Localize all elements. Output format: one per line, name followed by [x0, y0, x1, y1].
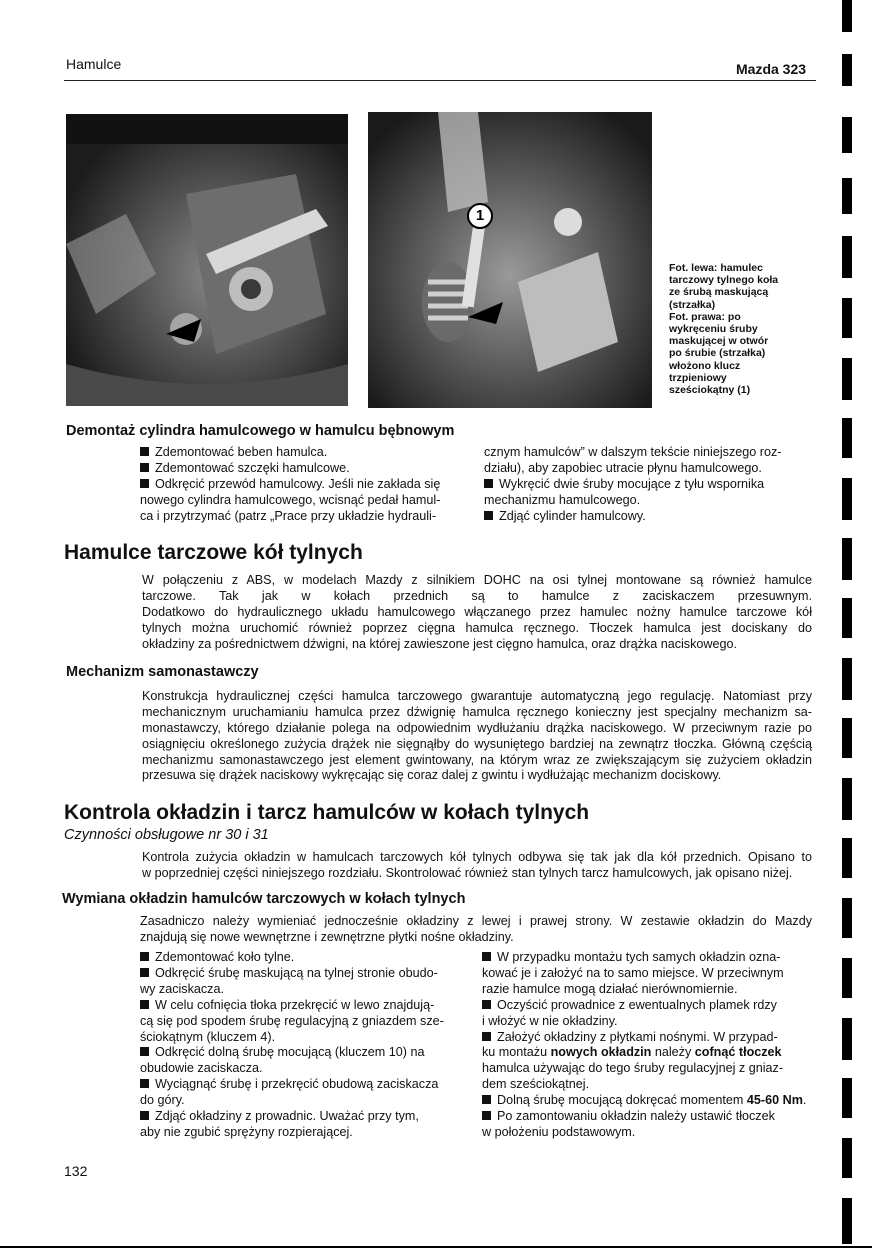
bullet-square-icon: [482, 1111, 491, 1120]
text-line: okładziny za pośrednictwem dźwigni, na której zawieszone jest cięgno hamulca, oraz drążka naciskowego.: [142, 636, 738, 651]
bullet-square-icon: [484, 511, 493, 520]
page-number: 132: [64, 1163, 88, 1179]
text-run: cą się pod spodem śrubę regulacyjną z gniazdem sze-: [140, 1013, 444, 1028]
bullet-square-icon: [140, 1047, 149, 1056]
text-line: [482, 966, 812, 982]
text-run: Oczyścić prowadnice z ewentualnych plamek rdzy: [497, 997, 777, 1012]
bullet-square-icon: [140, 463, 149, 472]
bullet-line: [484, 477, 812, 493]
text-run: Zdemontować koło tylne.: [155, 950, 295, 964]
text-line: mechanicznym uruchamianiu hamulca przez dźwignię hamulca ręcznego konieczny jest specjalny mechanizm sa-: [142, 704, 812, 719]
bullet-line: [482, 1030, 812, 1046]
bullet-square-icon: [140, 447, 149, 456]
scan-bottom-edge: [0, 1246, 872, 1248]
text-run: dem sześciokątnej.: [482, 1077, 590, 1092]
heading-pad-replacement: Wymiana okładzin hamulców tarczowych w kołach tylnych: [62, 891, 466, 907]
bullet-line: [140, 998, 470, 1014]
text-run: i włożyć w nie okładziny.: [482, 1013, 618, 1028]
text-run: aby nie zgubić sprężyny rozpierającej.: [140, 1124, 353, 1139]
text-run: Zdemontować beben hamulca.: [155, 445, 328, 459]
photo-right-hex-key-inserted: [368, 112, 652, 408]
running-header-model: Mazda 323: [736, 61, 807, 77]
text-line: [482, 1061, 812, 1077]
bullet-square-icon: [482, 1000, 491, 1009]
emphasis-text: 45-60 Nm: [746, 1093, 803, 1108]
text-line: [482, 1077, 812, 1093]
text-line: [140, 1125, 470, 1141]
text-run: kować je i założyć na to samo miejsce. W przeciwnym: [482, 965, 784, 980]
bullet-square-icon: [482, 1095, 491, 1104]
bullet-line: [140, 1109, 470, 1125]
text-run: Odkręcić śrubę maskującą na tylnej stronie obudo-: [155, 965, 438, 980]
bullet-square-icon: [140, 1079, 149, 1088]
text-line: [482, 1045, 812, 1061]
running-header-section: Hamulce: [66, 56, 122, 72]
sec3-right-column: [482, 950, 812, 1141]
text-line: maskującej w otwór: [669, 335, 769, 348]
bullet-line: [140, 1077, 470, 1093]
text-line: przesuwa się drążek naciskowy wykręcając się coraz dalej z gwintu i wydłużając mechanizm dociskowy.: [142, 768, 722, 783]
text-run: hamulca używając do tego śruby regulacyjnej z gniaz-: [482, 1061, 784, 1076]
bullet-square-icon: [140, 479, 149, 488]
heading-drum-cylinder-removal: Demontaż cylindra hamulcowego w hamulcu bębnowym: [66, 423, 455, 439]
sec3-left-column: [140, 950, 470, 1141]
text-line: Konstrukcja hydraulicznej części hamulca tarczowego gwarantuje automatyczną jego regulację. Natomiast przy: [142, 689, 812, 703]
text-run: Odkręcić przewód hamulcowy. Jeśli nie zakłada się: [155, 476, 441, 491]
text-run: Zdjąć okładziny z prowadnic. Uważać przy tym,: [155, 1109, 419, 1124]
photo-left-brake-caliper: [66, 114, 348, 406]
bullet-line: [140, 950, 470, 966]
bullet-line: [140, 966, 470, 982]
text-line: wykręceniu śruby: [669, 323, 758, 336]
text-run: do góry.: [140, 1093, 185, 1108]
text-run: Założyć okładziny z płytkami nośnymi. W przypad-: [497, 1029, 778, 1044]
bullet-square-icon: [482, 952, 491, 961]
text-line: Fot. lewa: hamulec: [669, 262, 763, 274]
heading-rear-disc-brakes: Hamulce tarczowe kół tylnych: [64, 541, 363, 564]
sec3-intro: [140, 914, 812, 946]
text-line: [482, 1014, 812, 1030]
bullet-line: [482, 950, 812, 966]
bullet-line: [482, 1093, 812, 1109]
text-line: włożono klucz: [669, 359, 741, 372]
bullet-square-icon: [482, 1032, 491, 1041]
sec1-left-column: [140, 445, 470, 525]
bullet-square-icon: [484, 479, 493, 488]
text-run: Po zamontowaniu okładzin należy ustawić tłoczek: [497, 1109, 775, 1124]
sec2-sub-paragraph: [142, 689, 812, 784]
text-run: W celu cofnięcia tłoka przekręcić w lewo znajdują-: [155, 997, 435, 1012]
figure-caption: [669, 262, 819, 396]
text-line: [140, 1093, 470, 1109]
text-run: działu), aby zapobiec utracie płynu hamulcowego.: [484, 460, 762, 475]
text-line: [482, 982, 812, 998]
emphasis-text: cofnąć tłoczek: [694, 1045, 782, 1060]
callout-marker: 1: [467, 203, 493, 229]
text-line: trzpieniowy: [669, 371, 727, 384]
text-line: Zasadniczo należy wymieniać jednocześnie okładziny z lewej i prawej strony. W zestawie okładzin do Mazdy: [140, 914, 812, 928]
text-line: tylnych można uruchomić również poprzez cięgna hamulca ręcznego. Tłoczek hamulca jest dociskany do: [142, 620, 812, 635]
text-line: ze śrubą maskującą: [669, 286, 769, 299]
text-run: wy zaciskacza.: [140, 981, 224, 996]
bullet-line: [140, 445, 470, 461]
text-run: Dolną śrubę mocującą dokręcać momentem: [497, 1093, 747, 1108]
text-run: należy: [651, 1045, 695, 1060]
text-line: znajdują się nowe wewnętrzne i zewnętrzne płytki nośne okładziny.: [140, 929, 514, 944]
bullet-line: [140, 461, 470, 477]
text-line: mechanizmu samonastawczego jest element gwintowany, na którym wraz ze zwiększającym się zużyciem okładzin: [142, 752, 812, 767]
text-line: tarczowe. Tak jak w kołach przednich są to hamulce z zaciskaczem przesuwnym.: [142, 588, 812, 603]
sec3-paragraph: [142, 850, 812, 882]
text-line: Fot. prawa: po: [669, 310, 741, 323]
text-line: [140, 1030, 470, 1046]
header-rule: [64, 80, 816, 81]
bullet-line: [484, 509, 812, 525]
maintenance-ops-reference: Czynności obsługowe nr 30 i 31: [64, 827, 269, 843]
text-line: Dodatkowo do hydraulicznego układu hamulcowego włączanego przez hamulec nożny hamulce tarczowe kół: [142, 604, 812, 619]
bullet-line: [482, 998, 812, 1014]
text-line: W połączeniu z ABS, w modelach Mazdy z silnikiem DOHC na osi tylnej montowane są również hamulce: [142, 573, 812, 587]
text-line: po śrubie (strzałka): [669, 347, 766, 360]
heading-self-adjusting-mechanism: Mechanizm samonastawczy: [66, 664, 259, 680]
text-line: [482, 1125, 812, 1141]
text-run: Wyciągnąć śrubę i przekręcić obudową zaciskacza: [155, 1077, 439, 1092]
text-run: cznym hamulców” w dalszym tekście niniejszego roz-: [484, 445, 782, 459]
text-run: ku montażu: [482, 1045, 551, 1060]
text-run: razie hamulce mogą działać nierównomiernie.: [482, 981, 738, 996]
text-line: w poprzedniej części niniejszego rozdziału. Skontrolować również stan tylnych tarcz hamulcowych, jak opisano niżej.: [142, 865, 793, 880]
text-run: Zdjąć cylinder hamulcowy.: [499, 508, 646, 523]
text-line: [484, 461, 812, 477]
sec2-paragraph: [142, 573, 812, 652]
text-line: [484, 493, 812, 509]
text-line: [140, 982, 470, 998]
text-line: monastawczy, którego działanie polega na odpowiednim wydłużaniu drążka naciskowego. W przeciwnym razie po: [142, 720, 812, 735]
text-line: tarczowy tylnego koła: [669, 274, 779, 287]
text-line: [140, 493, 470, 509]
bullet-line: [140, 477, 470, 493]
text-run: ściokątnym (kluczem 4).: [140, 1029, 276, 1044]
text-line: Kontrola zużycia okładzin w hamulcach tarczowych kół tylnych odbywa się tak jak dla kół przednich. Opisano to: [142, 850, 812, 864]
text-run: Wykręcić dwie śruby mocujące z tyłu wspornika: [499, 476, 765, 491]
text-line: [484, 445, 812, 461]
bullet-line: [140, 1045, 470, 1061]
text-line: sześciokątny (1): [669, 384, 751, 397]
emphasis-text: nowych okładzin: [550, 1045, 652, 1060]
text-line: [140, 1014, 470, 1030]
bullet-square-icon: [140, 968, 149, 977]
bullet-square-icon: [140, 952, 149, 961]
text-line: osiągnięciu określonego zużycia drążek nie sięgnąłby do wysuniętego bardziej na zewnątrz tłoczka. Główną częścią: [142, 736, 812, 751]
text-run: mechanizmu hamulcowego.: [484, 492, 641, 507]
text-run: Zdemontować szczęki hamulcowe.: [155, 460, 350, 475]
bullet-square-icon: [140, 1111, 149, 1120]
text-run: w położeniu podstawowym.: [482, 1124, 636, 1139]
text-run: nowego cylindra hamulcowego, wcisnąć pedał hamul-: [140, 492, 441, 507]
bullet-square-icon: [140, 1000, 149, 1009]
bullet-line: [482, 1109, 812, 1125]
text-line: [140, 509, 470, 525]
text-run: .: [802, 1093, 807, 1108]
text-run: obudowie zaciskacza.: [140, 1061, 263, 1076]
page-edge-marks: [842, 0, 854, 1253]
text-run: Odkręcić dolną śrubę mocującą (kluczem 10) na: [155, 1045, 425, 1060]
sec1-right-column: [484, 445, 812, 525]
heading-pad-disc-inspection: Kontrola okładzin i tarcz hamulców w kołach tylnych: [64, 801, 590, 824]
text-line: (strzałka): [669, 298, 716, 311]
text-line: [140, 1061, 470, 1077]
text-run: ca i przytrzymać (patrz „Prace przy układzie hydrauli-: [140, 508, 437, 523]
text-run: W przypadku montażu tych samych okładzin ozna-: [497, 950, 781, 964]
